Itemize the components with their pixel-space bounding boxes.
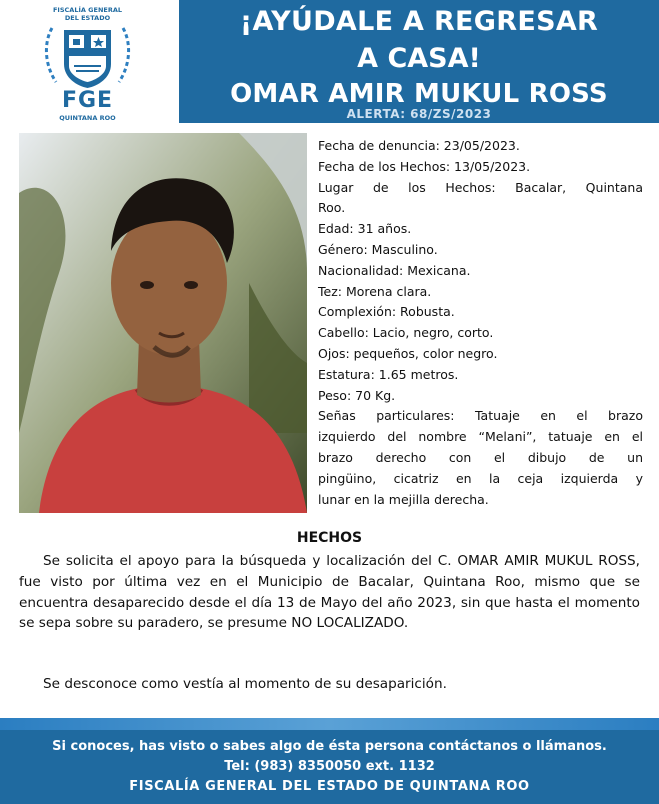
- headline-line2: A CASA!: [357, 43, 481, 74]
- footer-stripe: [0, 718, 659, 730]
- detail-location-cont: Roo.: [318, 200, 346, 216]
- logo-org-line1: FISCALÍA GENERAL: [52, 6, 123, 14]
- detail-location: Lugar de los Hechos: Bacalar, Quintana: [318, 179, 643, 195]
- contact-footer: [0, 718, 659, 804]
- footer-phone: Tel: (983) 8350050 ext. 1132: [224, 759, 435, 774]
- clothing-note: Se desconoce como vestía al momento de su desaparición.: [43, 676, 447, 692]
- detail-height: Estatura: 1.65 metros.: [318, 366, 459, 382]
- detail-eyes: Ojos: pequeños, color negro.: [318, 345, 498, 361]
- state-seal-icon: [40, 22, 135, 90]
- hechos-heading: HECHOS: [296, 530, 363, 546]
- detail-marks-line4: pingüino, cicatriz en la ceja izquierda y: [318, 470, 643, 486]
- logo-org-name: [0, 6, 175, 22]
- detail-hair: Cabello: Lacio, negro, corto.: [318, 325, 494, 341]
- detail-marks-line5: lunar en la mejilla derecha.: [318, 491, 489, 507]
- missing-person-name: OMAR AMIR MUKUL ROSS: [230, 79, 608, 109]
- detail-report-date: Fecha de denuncia: 23/05/2023.: [318, 138, 520, 153]
- logo-acronym: FGE: [61, 88, 114, 113]
- detail-marks-line2: izquierdo del nombre “Melani”, tatuaje en el: [318, 429, 643, 445]
- hechos-text: Se solicita el apoyo para la búsqueda y localización del C. OMAR AMIR MUKUL ROSS, fue visto por última vez en el Municipio de Bacalar, Quintana Roo, mismo que se encuentra desaparecido desde el día 13 de Mayo del año 2023, sin que hasta el momento se sepa sobre su paradero, se presume NO LOCALIZADO.: [19, 553, 640, 632]
- detail-nationality: Nacionalidad: Mexicana.: [318, 262, 471, 278]
- detail-event-date: Fecha de los Hechos: 13/05/2023.: [318, 158, 531, 174]
- footer-call-to-action: Si conoces, has visto o sabes algo de ésta persona contáctanos o llámanos.: [52, 739, 607, 754]
- detail-age: Edad: 31 años.: [318, 221, 412, 237]
- headline-line1: ¡AYÚDALE A REGRESAR: [239, 6, 599, 37]
- missing-person-photo: [19, 133, 307, 513]
- fge-logo: [0, 0, 175, 128]
- logo-org-line2: DEL ESTADO: [64, 14, 111, 22]
- detail-gender: Género: Masculino.: [318, 241, 438, 257]
- logo-state: QUINTANA ROO: [59, 114, 116, 122]
- hechos-paragraph: [19, 551, 640, 634]
- detail-weight: Peso: 70 Kg.: [318, 387, 396, 403]
- detail-marks-line3: brazo derecho con el dibujo de un: [318, 449, 643, 465]
- footer-agency: FISCALÍA GENERAL DEL ESTADO DE QUINTANA ROO: [129, 779, 530, 794]
- detail-complexion-tone: Tez: Morena clara.: [318, 283, 432, 299]
- person-portrait-icon: [19, 133, 307, 513]
- alert-code: ALERTA: 68/ZS/2023: [346, 107, 492, 121]
- detail-marks-line1: Señas particulares: Tatuaje en el brazo: [318, 408, 643, 424]
- detail-build: Complexión: Robusta.: [318, 304, 455, 320]
- header-banner: [179, 0, 659, 123]
- person-details: [318, 136, 643, 510]
